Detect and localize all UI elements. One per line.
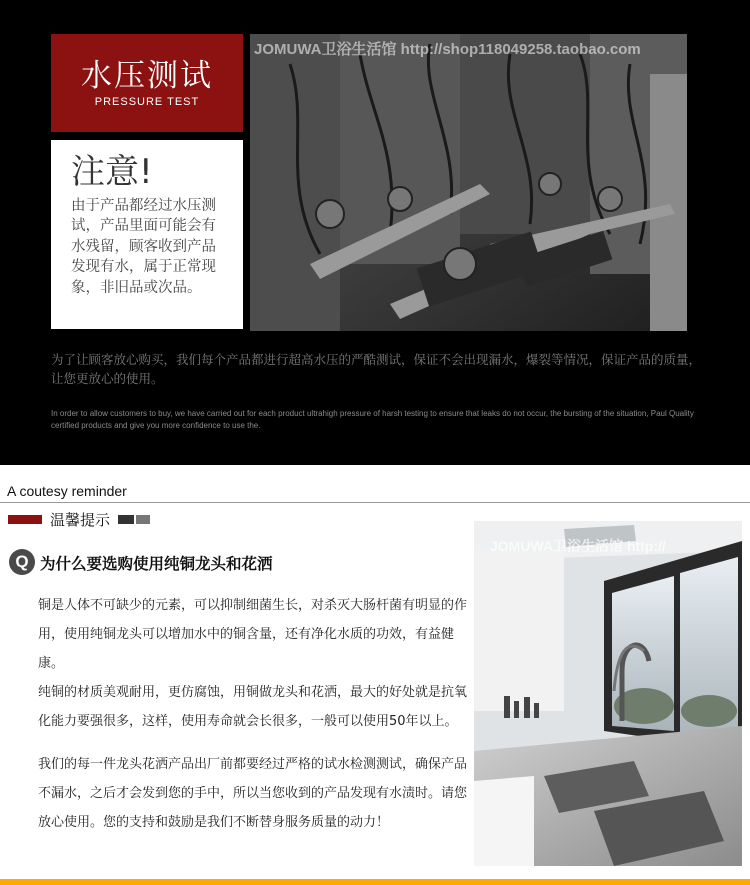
reminder-heading-en: A coutesy reminder bbox=[7, 483, 127, 499]
kitchen-photo bbox=[474, 521, 742, 866]
bottom-accent-bar bbox=[0, 879, 750, 885]
reminder-heading-bar bbox=[8, 509, 150, 529]
reminder-paragraph-3: 我们的每一件龙头花洒产品出厂前都要经过严格的试水检测测试，确保产品不漏水，之后才会发到您的手中，所以当您收到的产品发现有水渍时。请您放心使用。您的支持和鼓励是我们不断替身服务质量的动力！ bbox=[38, 757, 468, 830]
grey-bar-decoration bbox=[136, 515, 150, 524]
notice-body: 由于产品都经过水压测试，产品里面可能会有水残留，顾客收到产品发现有水，属于正常现象，非旧品或次品。 bbox=[71, 198, 216, 296]
reminder-body bbox=[38, 591, 474, 837]
question-title: 为什么要选购使用纯铜龙头和花洒 bbox=[40, 555, 273, 573]
pressure-test-title-en: PRESSURE TEST bbox=[94, 96, 200, 108]
divider-line bbox=[0, 502, 750, 503]
pressure-test-paragraph-en: In order to allow customers to buy, we have carried out for each product ultrahigh pressure of harsh testing to ensure that leaks do not occur, the bursting of the situation, Paul Quality certified products and give you more confidence to use the. bbox=[51, 409, 694, 430]
paragraph-gap bbox=[38, 736, 474, 750]
dark-bar-decoration bbox=[118, 515, 134, 524]
notice-box bbox=[51, 140, 243, 329]
reminder-paragraph-2: 纯铜的材质美观耐用，更仿腐蚀，用铜做龙头和花洒，最大的好处就是抗氧化能力要强很多，这样，使用寿命就会长很多，一般可以使用50年以上。 bbox=[38, 685, 468, 729]
reminder-paragraph-1: 铜是人体不可缺少的元素，可以抑制细菌生长，对杀灭大肠杆菌有明显的作用，使用纯铜龙头可以增加水中的铜含量，还有净化水质的功效，有益健康。 bbox=[38, 598, 468, 671]
pressure-test-title-zh: 水压测试 bbox=[81, 58, 213, 94]
pressure-test-title-box bbox=[51, 34, 243, 132]
pressure-test-photo bbox=[250, 34, 687, 331]
reminder-heading-zh: 温馨提示 bbox=[50, 510, 111, 529]
red-bar-decoration bbox=[8, 515, 42, 524]
notice-heading: 注意! bbox=[71, 152, 153, 192]
question-icon: Q bbox=[9, 549, 35, 575]
photo-watermark: JOMUWA卫浴生活馆 http://shop118049258.taobao.com bbox=[254, 41, 641, 58]
pressure-test-paragraph-zh: 为了让顾客放心购买，我们每个产品都进行超高水压的严酷测试，保证不会出现漏水，爆裂等情况，保证产品的质量，让您更放心的使用。 bbox=[51, 352, 702, 386]
kitchen-photo-watermark: JOMUWA卫浴生活馆 http:// bbox=[490, 538, 666, 554]
